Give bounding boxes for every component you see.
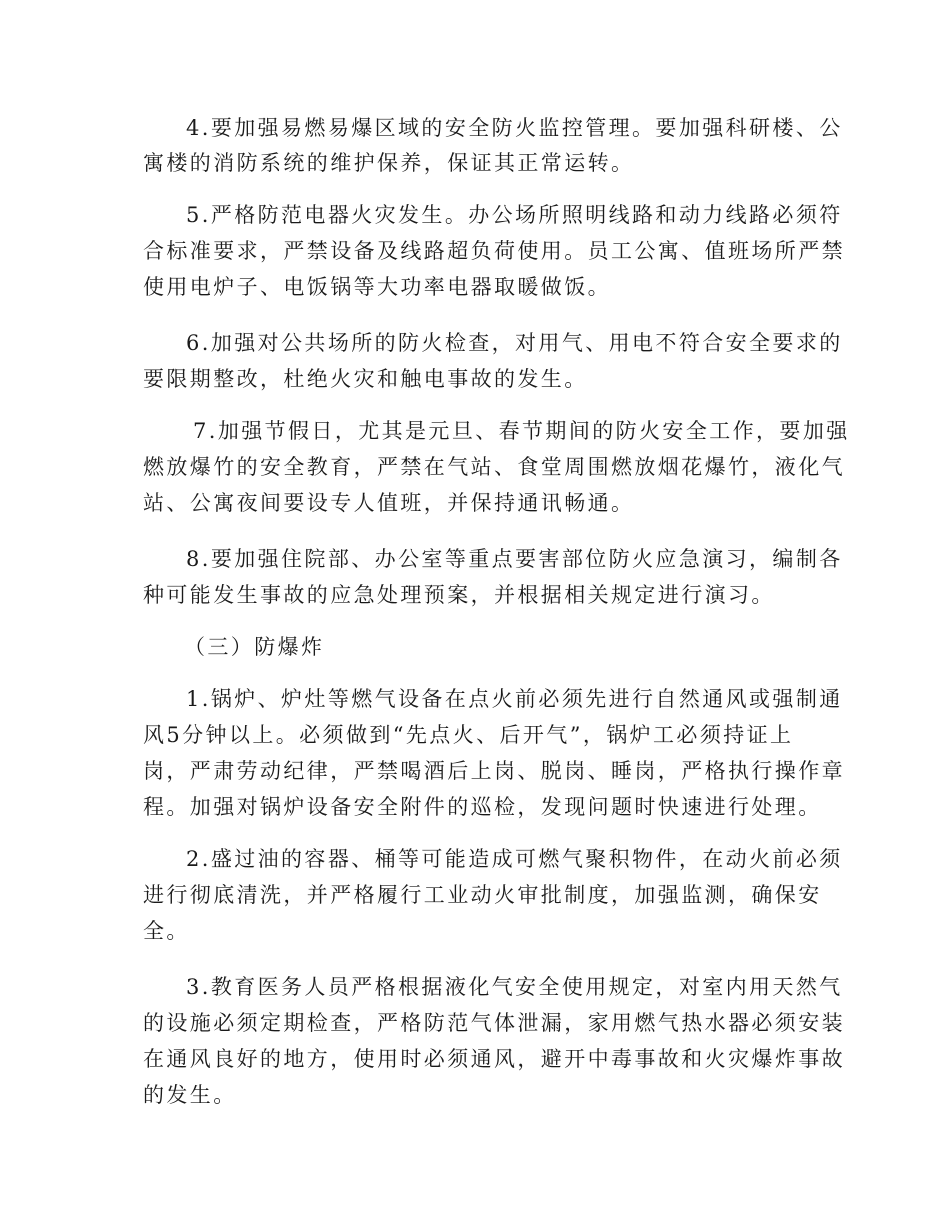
text-line: 5.严格防范电器火灾发生。办公场所照明线路和动力线路必须符 xyxy=(186,203,843,227)
text-line: 7.加强节假日，尤其是元旦、春节期间的防火安全工作，要加强 xyxy=(193,419,850,443)
text-line: 6.加强对公共场所的防火检查，对用气、用电不符合安全要求的 xyxy=(186,331,843,355)
text-line: （三）防爆炸 xyxy=(184,635,325,659)
text-line: 燃放爆竹的安全教育，严禁在气站、食堂周围燃放烟花爆竹，液化气 xyxy=(143,455,845,479)
text-line: 进行彻底清洗，并严格履行工业动火审批制度，加强监测，确保安 xyxy=(143,883,822,907)
text-line: 要限期整改，杜绝火灾和触电事故的发生。 xyxy=(143,367,588,391)
text-line: 全。 xyxy=(143,919,190,943)
text-line: 寓楼的消防系统的维护保养，保证其正常运转。 xyxy=(143,151,635,175)
text-line: 风5分钟以上。必须做到“先点火、后开气”，锅炉工必须持证上 xyxy=(143,723,794,747)
text-line: 的发生。 xyxy=(143,1083,237,1107)
text-line: 4.要加强易燃易爆区域的安全防火监控管理。要加强科研楼、公 xyxy=(186,116,843,140)
text-line: 8.要加强住院部、办公室等重点要害部位防火应急演习，编制各 xyxy=(186,547,843,571)
text-line: 程。加强对锅炉设备安全附件的巡检，发现问题时快速进行处理。 xyxy=(143,795,822,819)
text-line: 在通风良好的地方，使用时必须通风，避开中毒事故和火灾爆炸事故 xyxy=(143,1047,845,1071)
text-line: 合标准要求，严禁设备及线路超负荷使用。员工公寓、值班场所严禁 xyxy=(143,239,845,263)
text-line: 使用电炉子、电饭锅等大功率电器取暖做饭。 xyxy=(143,275,611,299)
text-line: 的设施必须定期检查，严格防范气体泄漏，家用燃气热水器必须安装 xyxy=(143,1011,845,1035)
text-line: 3.教育医务人员严格根据液化气安全使用规定，对室内用天然气 xyxy=(186,975,843,999)
text-line: 2.盛过油的容器、桶等可能造成可燃气聚积物件，在动火前必须 xyxy=(186,847,843,871)
text-line: 岗，严肃劳动纪律，严禁喝酒后上岗、脱岗、睡岗，严格执行操作章 xyxy=(143,759,845,783)
text-line: 站、公寓夜间要设专人值班，并保持通讯畅通。 xyxy=(143,491,635,515)
text-line: 种可能发生事故的应急处理预案，并根据相关规定进行演习。 xyxy=(143,583,775,607)
text-line: 1.锅炉、炉灶等燃气设备在点火前必须先进行自然通风或强制通 xyxy=(186,687,843,711)
